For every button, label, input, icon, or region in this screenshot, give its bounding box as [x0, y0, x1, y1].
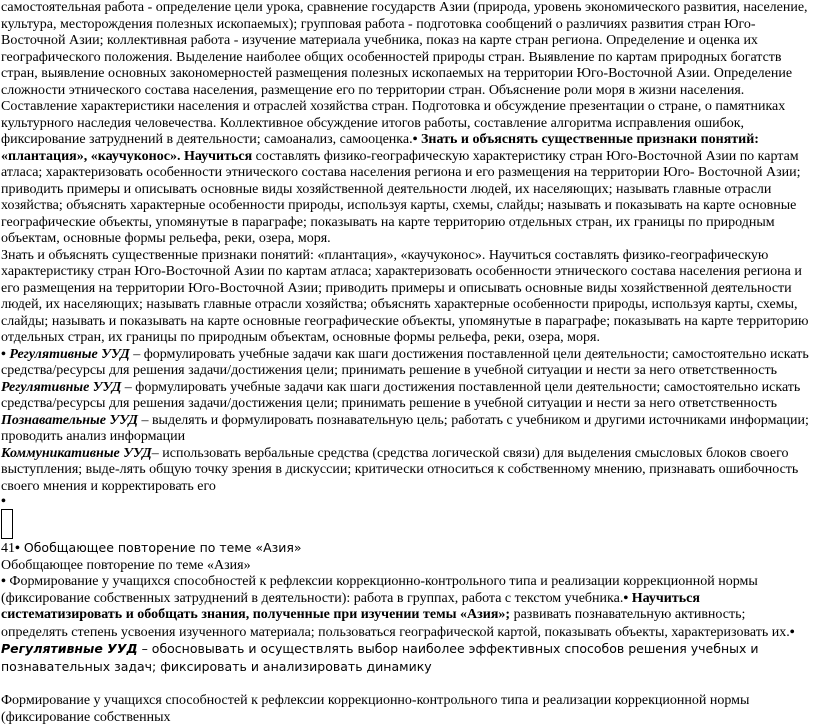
communicative-label: Коммуникативные УУД — [1, 445, 152, 461]
lesson-title — [1, 558, 813, 575]
bullet-mark: • — [789, 624, 795, 640]
bullet-mark: • — [15, 541, 20, 556]
cognitive-label: Познавательные УУД — [1, 412, 138, 428]
activities-text: самостоятельная работа - определение цели урока, сравнение государств Азии (природа, уровень экономического развития, население, культура, месторождения полезных ископаемых); групповая работа - подготовка сообщений о различиях развития стран Юго-Восточной Азии; коллективная работа - изучение материала учебника, показ на карте стран региона. Определение и оценка их географического положения. Выделение наиболее общих особенностей природы стран. Выявление по картам природных богатств стран, выявление основных закономерностей размещения полезных ископаемых на территории Юго-Восточной Азии. Определение сложности этнического состава населения, размещение его по территории стран. Объяснение роли моря в жизни населения. Составление характеристики населения и отраслей хозяйства стран. Подготовка и обсуждение презентации о стране, о памятниках культурного наследия человечества. Коллективное обсуждение итогов работы, составление алгоритма исправления ошибок, фиксирование затруднений в деятельности; самоанализ, самооценка. — [1, 0, 808, 147]
paragraph-final — [1, 693, 813, 726]
regulative-label: Регулятивные УУД — [1, 379, 122, 395]
regulative-text-sans: – обосновывать и осуществлять выбор наиболее эффективных способов решения учебных и познавательных задач; фиксировать и анализировать динамику — [1, 641, 759, 674]
lesson-title-sans: Обобщающее повторение по теме «Азия» — [19, 540, 302, 555]
cognitive-text: – выделять и формулировать познавательную цель; работать с учебником и другими источниками информации; проводить анализ информации — [1, 412, 809, 444]
lesson-number: 41 — [1, 541, 15, 556]
final-text: Формирование у учащихся способностей к рефлексии коррекционно-контрольного типа и реализации коррекционной нормы (фиксирование собственных — [1, 693, 750, 725]
paragraph-regulative-1 — [1, 347, 813, 380]
paragraph-regulative-2 — [1, 380, 813, 413]
lesson-heading-line — [1, 540, 813, 558]
bullet-mark: • — [1, 574, 6, 589]
paragraph-lesson-activities — [1, 0, 813, 248]
learning-outcomes-text: составлять физико-географическую характеристику стран Юго-Восточной Азии по картам атласа; характеризовать особенности этнического состава населения региона и его размещения на территории Юго- Восточной Азии; приводить примеры и описывать основные виды хозяйственной деятельности людей, их населяющих; называть главные отрасли хозяйства; объяснять характерные особенности природы, используя карты, схемы, слайды; называть и показывать на карте основные географические объекты, упомянутые в параграфе; показывать на карте территорию отдельных стран, их границы по природным объектам, основные формы рельефа, реки, озера, моря. — [1, 148, 801, 246]
bullet-mark: • — [623, 590, 629, 606]
paragraph-generalization — [1, 574, 813, 676]
learning-outcomes-repeat: Знать и объяснять существенные признаки понятий: «плантация», «каучуконос». Научиться составлять физико-географическую характеристику стран Юго-Восточной Азии по картам атласа; характеризовать особенности этнического состава населения региона и его размещения на территории Юго-Восточной Азии; приводить примеры и описывать основные виды хозяйственной деятельности людей, их населяющих; называть главные отрасли хозяйства; объяснять характерные особенности природы, используя карты, схемы, слайды; называть и показывать на карте основные географические объекты, упомянутые в параграфе; показывать на карте территорию отдельных стран, их границы по природным объектам, основные формы рельефа, реки, озера, моря. — [1, 247, 809, 345]
communicative-text: – использовать вербальные средства (средства логической связи) для выделения смысловых блоков своего выступления; выде-лять общую точку зрения в дискуссии; критически относиться к собственному мнению, признавать ошибочность своего мнения и корректировать его — [1, 445, 799, 494]
generalization-text: Формирование у учащихся способностей к рефлексии коррекционно-контрольного типа и реализации коррекционной нормы (фиксирование собственных затруднений в деятельности): работа в группах, работа с текстом учебника. — [1, 574, 758, 606]
generalization-bold: Научиться систематизировать и обобщать знания, полученные при изучении темы «Азия»; — [1, 590, 700, 622]
spacer — [1, 676, 813, 693]
generalization-mid: развивать познавательную активность; определять степень усвоения изученного материала; пользоваться географической картой, показывать объекты, характеризовать их. — [1, 607, 790, 640]
paragraph-learning-outcomes — [1, 248, 813, 347]
paragraph-cognitive — [1, 413, 813, 446]
paragraph-communicative — [1, 446, 813, 496]
lesson-title-text: Обобщающее повторение по теме «Азия» — [1, 557, 251, 573]
bullet-mark: • — [1, 494, 6, 509]
regulative-text: – формулировать учебные задачи как шаги достижения поставленной цели деятельности; самостоятельно искать средства/ресурсы для решения задачи/достижения цели; принимать решение в учебной ситуации и нести за него ответственность — [1, 379, 801, 411]
regulative-label-sans: Регулятивные УУД — [1, 641, 138, 656]
empty-table-cell — [1, 509, 13, 539]
regulative-text: – формулировать учебные задачи как шаги достижения поставленной цели деятельности; самостоятельно искать средства/ресурсы для решения задачи/достижения цели; принимать решение в учебной ситуации и нести за него ответственность — [1, 346, 809, 378]
bullet-mark: • — [1, 346, 6, 362]
learning-outcomes-bold: Знать и объяснять существенные признаки понятий: «плантация», «каучуконос». Научиться — [1, 132, 759, 164]
bullet-mark: • — [412, 132, 418, 147]
regulative-label: Регулятивные УУД — [9, 346, 130, 362]
